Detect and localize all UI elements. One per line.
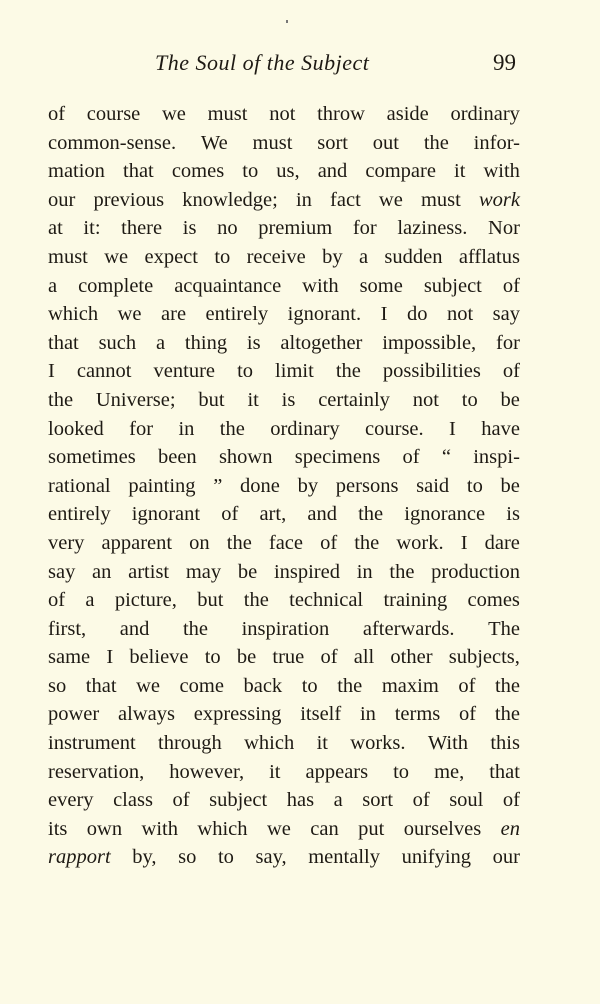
word: the xyxy=(219,417,245,440)
word: at xyxy=(48,217,63,240)
word: fact xyxy=(330,188,361,211)
word: laziness. xyxy=(397,217,468,240)
word: to xyxy=(393,760,410,783)
page-number: 99 xyxy=(493,50,516,75)
word: compare xyxy=(365,160,436,183)
word: me, xyxy=(434,760,465,783)
word: it xyxy=(247,388,259,411)
word: inspired xyxy=(273,560,340,583)
body-text xyxy=(48,100,520,872)
word: with xyxy=(302,274,339,297)
word: painting xyxy=(128,474,196,497)
word: back xyxy=(243,674,283,697)
word: expect xyxy=(144,245,198,268)
word: works. xyxy=(350,732,406,755)
word: of xyxy=(221,503,239,526)
word: ” xyxy=(213,474,223,497)
word: the xyxy=(494,674,520,697)
running-title: The Soul of the Subject xyxy=(155,50,370,75)
text-line xyxy=(48,157,520,186)
word: by, xyxy=(132,846,157,869)
word: be xyxy=(236,646,257,669)
word: first, xyxy=(48,617,87,640)
word: said xyxy=(416,474,450,497)
word: aside xyxy=(386,103,429,125)
text-line xyxy=(48,100,520,129)
word: certainly xyxy=(318,388,390,411)
word: I xyxy=(460,531,468,554)
word: entirely xyxy=(48,503,111,526)
word: the xyxy=(494,703,520,726)
word: we xyxy=(162,103,186,125)
text-line xyxy=(48,472,520,501)
word: maxim xyxy=(381,674,439,697)
word: for xyxy=(352,217,377,240)
italic-word: en xyxy=(500,817,520,840)
word: and xyxy=(119,617,150,640)
word: every xyxy=(48,789,94,812)
word: through xyxy=(158,732,222,755)
word: for xyxy=(496,331,520,354)
word: we xyxy=(378,188,403,211)
word: a xyxy=(48,274,58,297)
word: in xyxy=(356,560,373,583)
word: do xyxy=(406,303,428,326)
word: believe xyxy=(129,646,189,669)
word: a xyxy=(85,589,95,612)
word: comes xyxy=(467,589,520,612)
text-line xyxy=(48,357,520,386)
word: power xyxy=(48,703,100,726)
word: of xyxy=(412,789,430,812)
word: of xyxy=(320,646,338,669)
word: persons xyxy=(335,474,399,497)
word: thing xyxy=(184,331,228,354)
word: to xyxy=(301,674,318,697)
text-line xyxy=(48,815,520,844)
text-line xyxy=(48,186,520,215)
word: to xyxy=(461,388,478,411)
word: instrument xyxy=(48,732,136,755)
word: apparent xyxy=(101,531,173,554)
word: terms xyxy=(394,703,441,726)
word: course. xyxy=(365,417,424,440)
word: of xyxy=(402,446,420,469)
word: been xyxy=(157,446,197,469)
word: there xyxy=(121,217,163,240)
word: I xyxy=(380,303,388,326)
word: we xyxy=(266,817,291,840)
word: the xyxy=(389,560,415,583)
word: to xyxy=(237,360,254,383)
word: that xyxy=(85,674,117,697)
word: the xyxy=(226,531,252,554)
word: a xyxy=(358,245,369,268)
word: training xyxy=(383,589,448,612)
word: which xyxy=(48,303,99,326)
word: be xyxy=(500,388,520,411)
text-line xyxy=(48,586,520,615)
word: art, xyxy=(259,503,287,526)
word: of xyxy=(502,789,520,812)
word: is xyxy=(281,388,296,411)
word: that xyxy=(123,160,154,183)
word: out xyxy=(372,131,399,154)
word: soul xyxy=(449,789,484,812)
word: the xyxy=(48,388,74,411)
text-line xyxy=(48,129,520,158)
word: face xyxy=(268,531,303,554)
word: entirely xyxy=(205,303,269,326)
word: unifying xyxy=(401,846,472,869)
word: to xyxy=(242,160,259,183)
word: shown xyxy=(218,446,273,469)
word: technical xyxy=(289,589,364,612)
word: ordinary xyxy=(270,417,340,440)
text-line xyxy=(48,558,520,587)
word: of xyxy=(320,531,338,554)
word: our xyxy=(48,188,76,211)
word: and xyxy=(317,160,348,183)
word: say xyxy=(492,303,520,326)
word: the xyxy=(337,674,363,697)
word: it xyxy=(316,732,328,755)
word: sudden xyxy=(384,245,443,268)
word: with xyxy=(483,160,520,183)
word: for xyxy=(129,417,154,440)
word: are xyxy=(161,303,187,326)
word: ourselves xyxy=(403,817,482,840)
italic-word: rapport xyxy=(48,846,111,869)
word: sort xyxy=(317,131,348,154)
word: it: xyxy=(83,217,101,240)
word: must xyxy=(207,103,248,125)
word: The xyxy=(488,617,520,640)
word: must xyxy=(48,245,88,268)
word: picture, xyxy=(114,589,177,612)
word: of xyxy=(48,589,66,612)
word: that xyxy=(489,760,520,783)
word: cannot xyxy=(76,360,132,383)
word: always xyxy=(118,703,175,726)
word: so xyxy=(178,846,197,869)
word: can xyxy=(310,817,339,840)
word: throw xyxy=(317,103,365,125)
word: venture xyxy=(153,360,216,383)
word: the xyxy=(182,617,208,640)
word: true xyxy=(272,646,305,669)
word: such xyxy=(98,331,137,354)
word: We xyxy=(200,131,228,154)
word: sort xyxy=(362,789,394,812)
word: altogether xyxy=(280,331,363,354)
word: previous xyxy=(93,188,165,211)
word: our xyxy=(492,846,520,869)
text-line xyxy=(48,758,520,787)
word: ignorant. xyxy=(287,303,362,326)
word: itself xyxy=(300,703,342,726)
word: looked xyxy=(48,417,104,440)
word: inspiration xyxy=(241,617,330,640)
italic-word: work xyxy=(478,188,520,211)
word: expressing xyxy=(193,703,282,726)
word: is xyxy=(182,217,197,240)
text-line xyxy=(48,615,520,644)
text-line xyxy=(48,529,520,558)
word: work. xyxy=(396,531,444,554)
word: a xyxy=(155,331,166,354)
word: own xyxy=(86,817,123,840)
word: be xyxy=(500,474,520,497)
word: of xyxy=(458,674,476,697)
word: mentally xyxy=(308,846,380,869)
word: dare xyxy=(484,531,520,554)
word: to xyxy=(204,646,221,669)
word: artist xyxy=(128,560,170,583)
word: of xyxy=(459,703,477,726)
word: we xyxy=(104,245,129,268)
word: of xyxy=(48,103,66,125)
word: of xyxy=(172,789,190,812)
word: however, xyxy=(169,760,245,783)
text-line xyxy=(48,643,520,672)
word: premium xyxy=(258,217,333,240)
word: say, xyxy=(255,846,287,869)
text-line xyxy=(48,729,520,758)
word: comes xyxy=(171,160,225,183)
word: in xyxy=(178,417,195,440)
word: mation xyxy=(48,160,105,183)
word: which xyxy=(197,817,248,840)
word: rational xyxy=(48,474,111,497)
word: on xyxy=(189,531,210,554)
word: the xyxy=(358,503,384,526)
word: the xyxy=(335,360,361,383)
word: not xyxy=(412,388,439,411)
word: the xyxy=(423,131,449,154)
word: and xyxy=(307,503,337,526)
word: in xyxy=(359,703,376,726)
word: Nor xyxy=(488,217,520,240)
word: reservation, xyxy=(48,760,145,783)
word: in xyxy=(295,188,312,211)
word: us, xyxy=(276,160,300,183)
word: we xyxy=(117,303,142,326)
word: possibilities xyxy=(382,360,481,383)
word: the xyxy=(243,589,269,612)
word: that xyxy=(48,331,79,354)
word: appears xyxy=(305,760,369,783)
word: it xyxy=(454,160,466,183)
word: so xyxy=(48,674,67,697)
word: to xyxy=(466,474,483,497)
word: production xyxy=(431,560,520,583)
word: subject xyxy=(209,789,268,812)
word: must xyxy=(252,131,293,154)
word: it xyxy=(269,760,281,783)
word: other xyxy=(390,646,433,669)
word: with xyxy=(141,817,178,840)
text-line xyxy=(48,272,520,301)
word: have xyxy=(481,417,520,440)
word: of xyxy=(502,274,520,297)
text-line xyxy=(48,443,520,472)
word: receive xyxy=(246,245,306,268)
word: by xyxy=(297,474,319,497)
word: subject xyxy=(423,274,482,297)
word: I xyxy=(106,646,114,669)
word: this xyxy=(490,732,520,755)
word: I xyxy=(48,360,55,383)
word: ignorant xyxy=(131,503,201,526)
word: the xyxy=(354,531,380,554)
word: done xyxy=(240,474,280,497)
word: but xyxy=(197,589,224,612)
running-header xyxy=(0,50,600,80)
word: be xyxy=(237,560,258,583)
word: is xyxy=(506,503,520,526)
word: must xyxy=(420,188,461,211)
text-line xyxy=(48,672,520,701)
word: of xyxy=(502,360,520,383)
word: may xyxy=(185,560,222,583)
word: afflatus xyxy=(458,245,520,268)
word: by xyxy=(322,245,343,268)
text-line xyxy=(48,329,520,358)
word: impossible, xyxy=(382,331,477,354)
text-line xyxy=(48,243,520,272)
word: infor- xyxy=(473,131,520,154)
word: say xyxy=(48,560,76,583)
text-line xyxy=(48,500,520,529)
word: complete xyxy=(78,274,154,297)
word: ordinary xyxy=(450,103,520,125)
word: but xyxy=(198,388,225,411)
word: its xyxy=(48,817,68,840)
word: class xyxy=(113,789,153,812)
word: limit xyxy=(275,360,314,383)
word: very xyxy=(48,531,85,554)
word: sometimes xyxy=(48,446,136,469)
word: we xyxy=(136,674,160,697)
text-line xyxy=(48,300,520,329)
word: all xyxy=(353,646,375,669)
word: a xyxy=(333,789,343,812)
word: put xyxy=(358,817,385,840)
word: With xyxy=(427,732,469,755)
word: has xyxy=(286,789,315,812)
word: specimens xyxy=(294,446,381,469)
word: to xyxy=(214,245,231,268)
word: course xyxy=(86,103,141,125)
word: not xyxy=(269,103,296,125)
word: subjects, xyxy=(448,646,520,669)
word: knowledge; xyxy=(182,188,278,211)
word: come xyxy=(179,674,224,697)
word: some xyxy=(359,274,403,297)
text-line xyxy=(48,386,520,415)
text-line xyxy=(48,214,520,243)
word: Universe; xyxy=(95,388,176,411)
word: is xyxy=(246,331,261,354)
word: inspi- xyxy=(473,446,520,469)
word: no xyxy=(217,217,238,240)
word: common-sense. xyxy=(48,131,177,154)
word: to xyxy=(217,846,234,869)
text-line xyxy=(48,786,520,815)
word: an xyxy=(92,560,112,583)
word: acquaintance xyxy=(174,274,282,297)
text-line xyxy=(48,415,520,444)
text-line xyxy=(48,700,520,729)
word: afterwards. xyxy=(362,617,455,640)
text-line xyxy=(48,843,520,872)
word: not xyxy=(446,303,474,326)
word: which xyxy=(244,732,295,755)
word: same xyxy=(48,646,91,669)
word: ignorance xyxy=(404,503,486,526)
word: I xyxy=(449,417,456,440)
scan-speck xyxy=(286,20,288,23)
word: “ xyxy=(441,446,451,469)
